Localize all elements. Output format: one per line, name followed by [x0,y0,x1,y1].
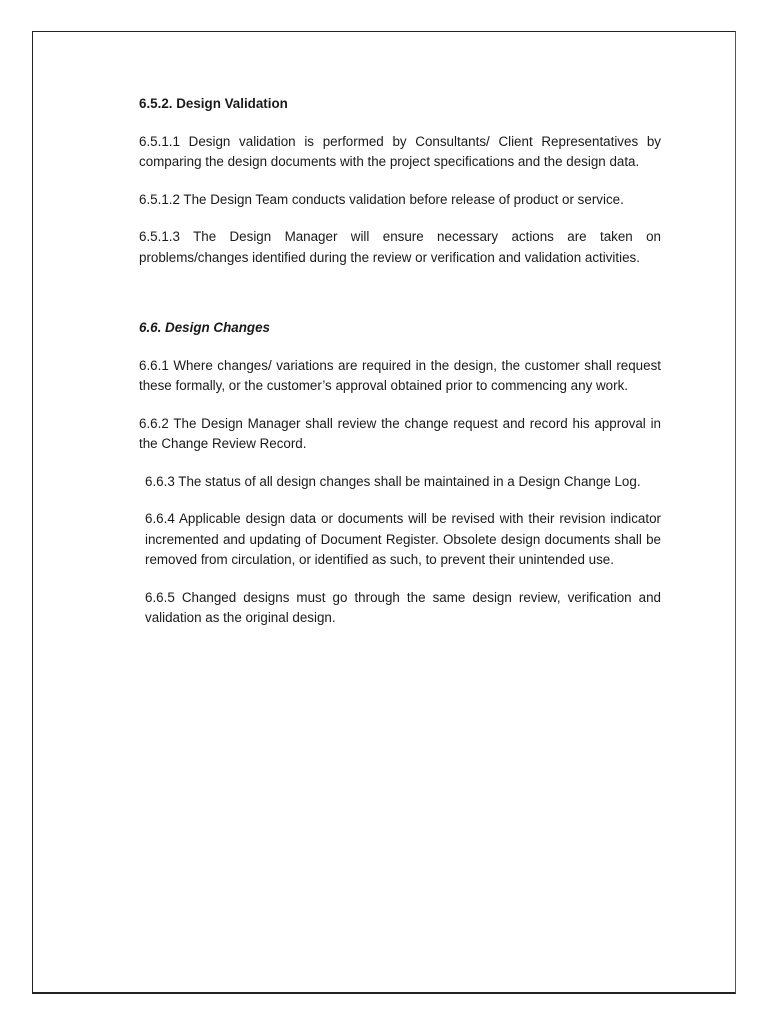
section-design-validation [139,94,661,268]
paragraph-6-6-2: 6.6.2 The Design Manager shall review the change request and record his approval in the Change Review Record. [139,415,661,451]
paragraph-6-6-4: 6.6.4 Applicable design data or documents will be revised with their revision indicator incremented and updating of Document Register. Obsolete design documents shall be removed from circulation, or identified as such, to prevent their unintended use. [145,511,661,567]
paragraph-6-6-5: 6.6.5 Changed designs must go through the same design review, verification and validation as the original design. [145,589,661,625]
paragraph-6-5-1-3: 6.5.1.3 The Design Manager will ensure necessary actions are taken on problems/changes identified during the review or verification and validation activities. [139,229,661,265]
paragraph-6-5-1-2: 6.5.1.2 The Design Team conducts validation before release of product or service. [139,191,624,207]
section-spacer [139,285,661,318]
paragraph-6-5-1-1: 6.5.1.1 Design validation is performed by Consultants/ Client Representatives by comparing the design documents with the project specifications and the design data. [139,133,661,169]
document-body [139,94,661,646]
section-design-changes [139,318,661,629]
section-heading-design-validation: 6.5.2. Design Validation [139,96,288,111]
paragraph-6-6-1: 6.6.1 Where changes/ variations are required in the design, the customer shall request these formally, or the customer’s approval obtained prior to commencing any work. [139,357,661,393]
paragraph-6-6-3: 6.6.3 The status of all design changes shall be maintained in a Design Change Log. [145,473,641,489]
section-heading-design-changes: 6.6. Design Changes [139,320,270,335]
